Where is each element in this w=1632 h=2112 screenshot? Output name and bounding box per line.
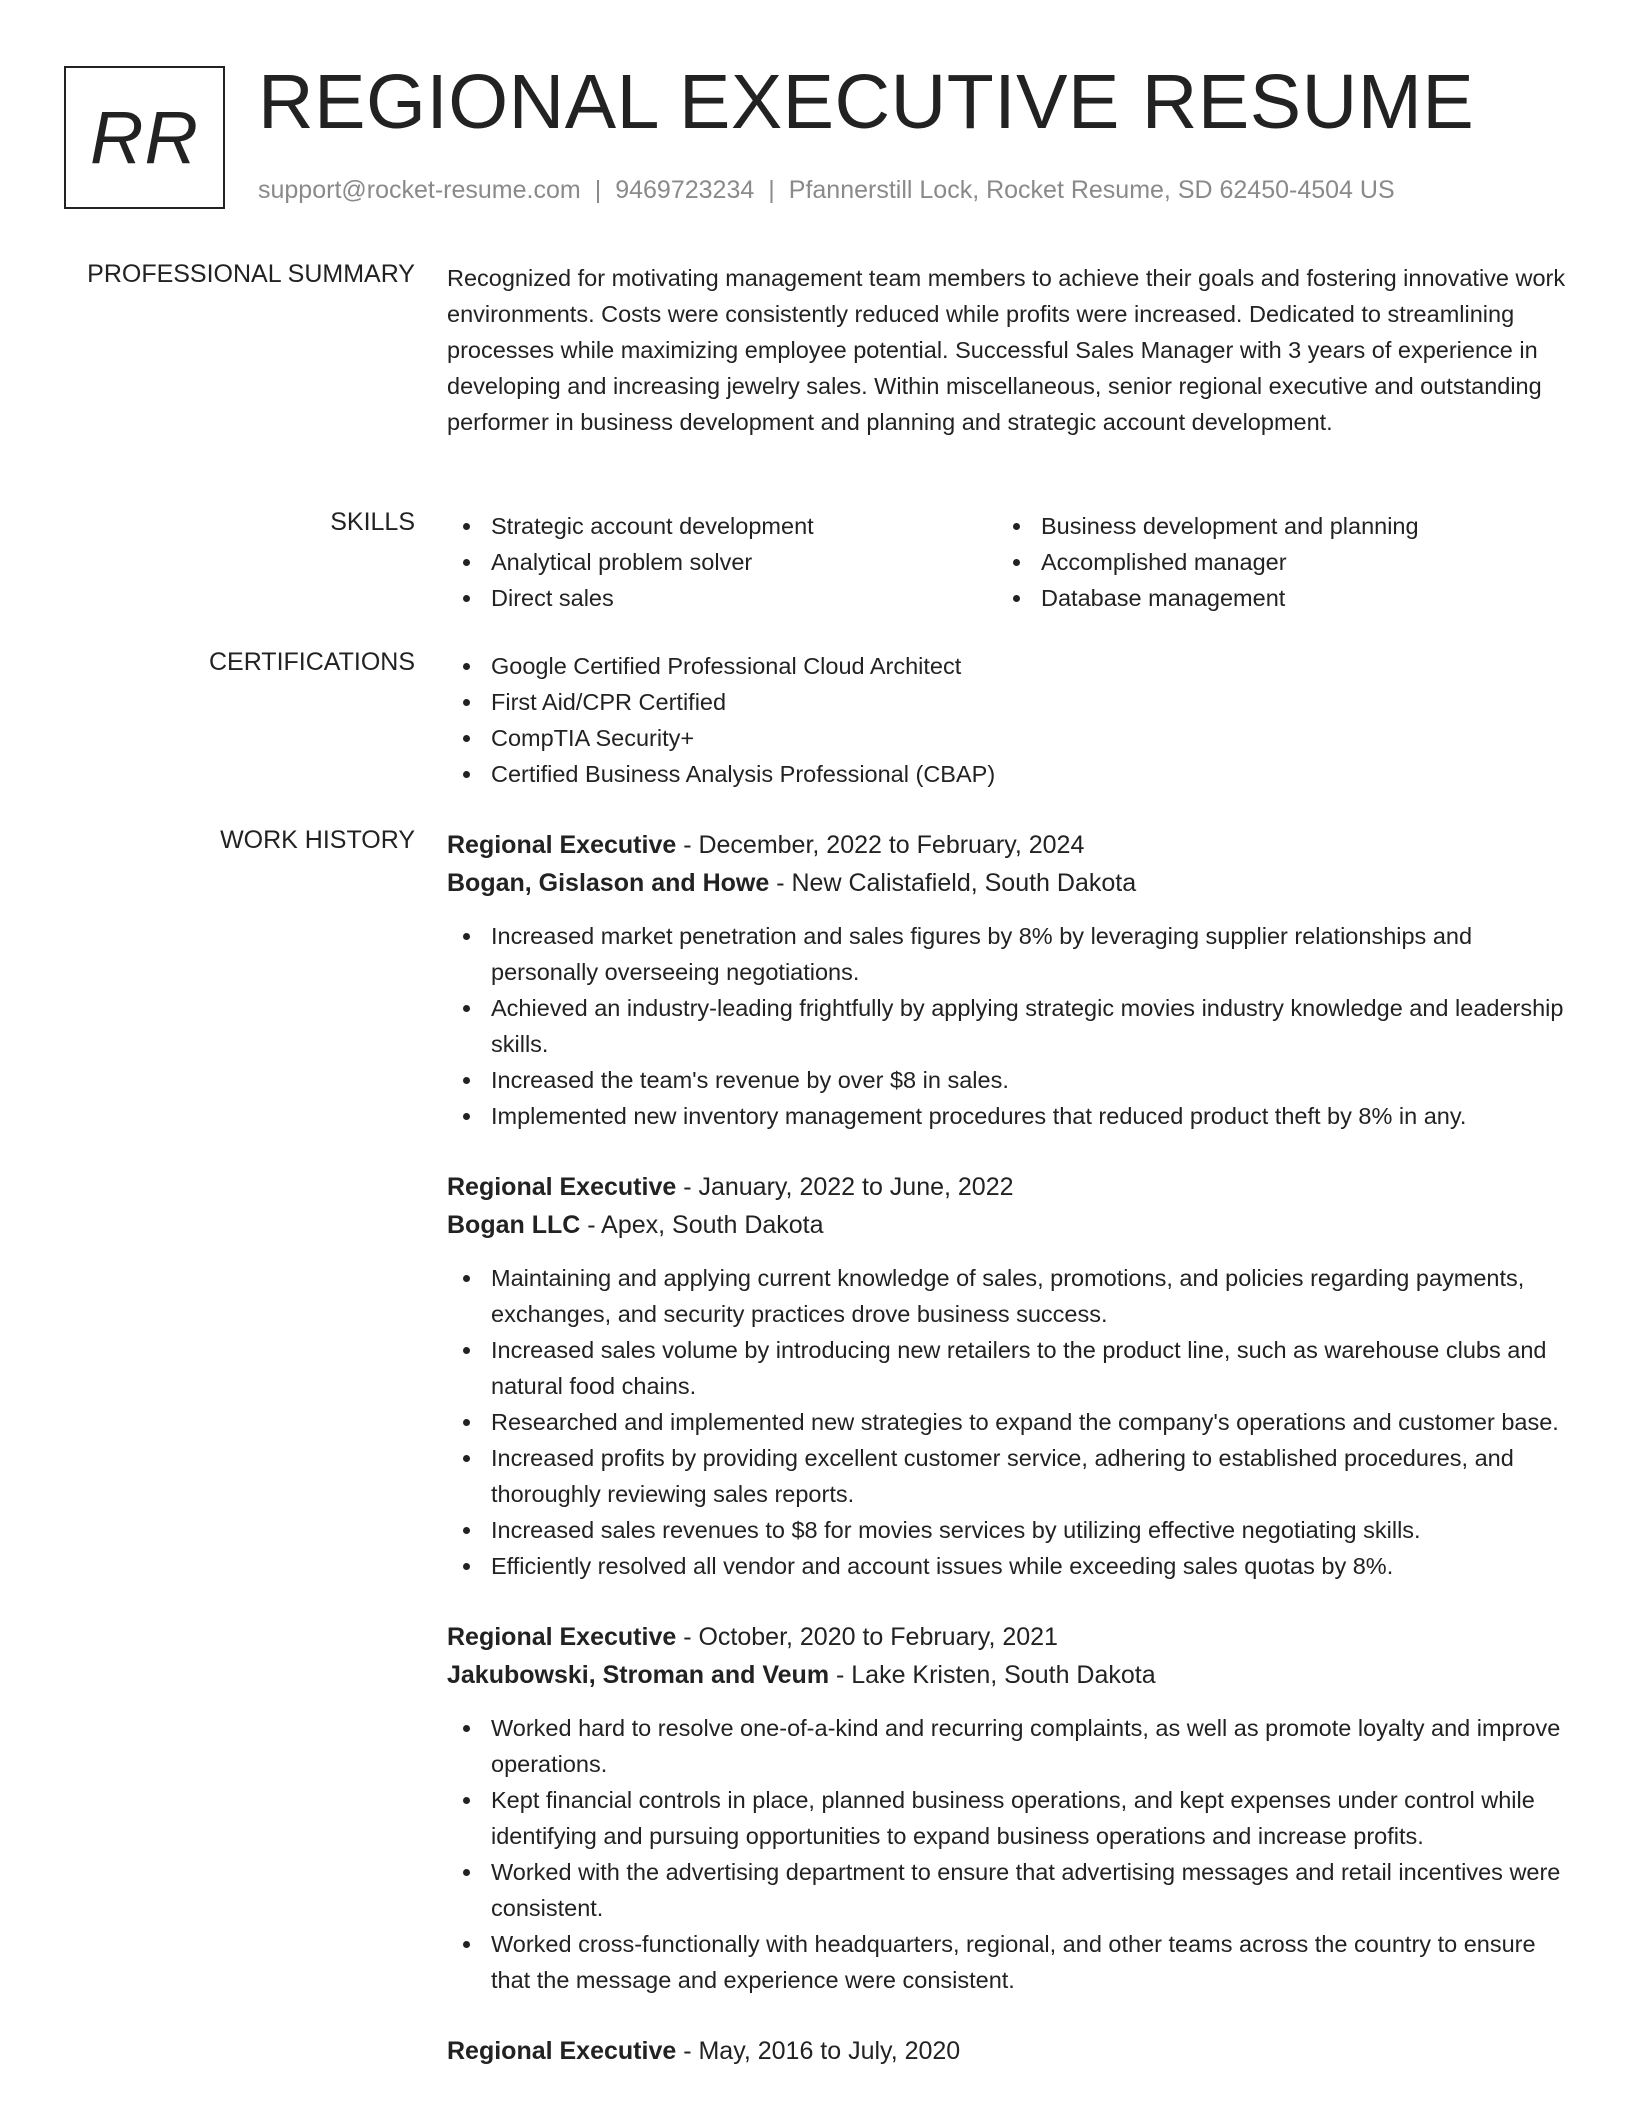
- section-label-summary: PROFESSIONAL SUMMARY: [87, 260, 415, 288]
- job-bullet: Increased sales volume by introducing new retailers to the product line, such as warehouse clubs and natural food chains.: [447, 1332, 1567, 1404]
- job-company: Bogan, Gislason and Howe: [447, 869, 770, 897]
- skill-item: Business development and planning: [997, 508, 1547, 544]
- job-bullets: [447, 1710, 1567, 1998]
- skills-list: [447, 508, 1567, 616]
- skills-column-left: [447, 508, 997, 616]
- section-label-work-history: WORK HISTORY: [220, 826, 415, 854]
- skill-item: Analytical problem solver: [447, 544, 997, 580]
- contact-phone[interactable]: 9469723234: [615, 176, 755, 204]
- job-bullet: Increased market penetration and sales figures by 8% by leveraging supplier relationships and personally overseeing negotiations.: [447, 918, 1567, 990]
- job-bullet: Increased sales revenues to $8 for movies services by utilizing effective negotiating skills.: [447, 1512, 1567, 1548]
- resume-title: REGIONAL EXECUTIVE RESUME: [258, 59, 1475, 145]
- monogram-logo: RR: [64, 66, 225, 209]
- job-title-line: [447, 826, 1567, 864]
- job-title: Regional Executive: [447, 831, 677, 859]
- job-bullet: Worked with the advertising department to ensure that advertising messages and retail incentives were consistent.: [447, 1854, 1567, 1926]
- job-bullet: Worked hard to resolve one-of-a-kind and recurring complaints, as well as promote loyalty and improve operations.: [447, 1710, 1567, 1782]
- job-company: Jakubowski, Stroman and Veum: [447, 1661, 830, 1689]
- job-bullet: Researched and implemented new strategies to expand the company's operations and customer base.: [447, 1404, 1567, 1440]
- certification-item: First Aid/CPR Certified: [447, 684, 1567, 720]
- skills-column-right: [997, 508, 1547, 616]
- job-company-line: [447, 864, 1567, 902]
- job-bullet: Worked cross-functionally with headquarters, regional, and other teams across the country to ensure that the message and experience were consistent.: [447, 1926, 1567, 1998]
- contact-line: [258, 176, 1395, 205]
- job-bullet: Maintaining and applying current knowledge of sales, promotions, and policies regarding payments, exchanges, and security practices drove business success.: [447, 1260, 1567, 1332]
- job-bullet: Efficiently resolved all vendor and account issues while exceeding sales quotas by 8%.: [447, 1548, 1567, 1584]
- job-entry: [447, 1168, 1567, 1584]
- job-bullets: [447, 918, 1567, 1134]
- job-dates: - January, 2022 to June, 2022: [676, 1173, 1014, 1201]
- skill-item: Strategic account development: [447, 508, 997, 544]
- job-location: - Lake Kristen, South Dakota: [829, 1661, 1156, 1689]
- contact-separator: |: [768, 176, 775, 204]
- job-bullet: Increased profits by providing excellent customer service, adhering to established procedures, and thoroughly reviewing sales reports.: [447, 1440, 1567, 1512]
- job-title: Regional Executive: [447, 1173, 677, 1201]
- job-entry: [447, 1618, 1567, 1998]
- job-dates: - December, 2022 to February, 2024: [676, 831, 1085, 859]
- job-entry: [447, 826, 1567, 1134]
- job-location: - New Calistafield, South Dakota: [769, 869, 1137, 897]
- job-company: Bogan LLC: [447, 1211, 581, 1239]
- job-bullet: Increased the team's revenue by over $8 in sales.: [447, 1062, 1567, 1098]
- summary-text: Recognized for motivating management team members to achieve their goals and fostering innovative work environments. Costs were consistently reduced while profits were increased. Dedicated to streamlining processes while maximizing employee potential. Successful Sales Manager with 3 years of experience in developing and increasing jewelry sales. Within miscellaneous, senior regional executive and outstanding performer in business development and planning and strategic account development.: [447, 265, 1566, 435]
- certification-item: CompTIA Security+: [447, 720, 1567, 756]
- job-title-line: [447, 1618, 1567, 1656]
- certification-item: Google Certified Professional Cloud Architect: [447, 648, 1567, 684]
- job-bullet: Implemented new inventory management procedures that reduced product theft by 8% in any.: [447, 1098, 1567, 1134]
- contact-address: Pfannerstill Lock, Rocket Resume, SD 62450-4504 US: [788, 176, 1395, 204]
- skill-item: Direct sales: [447, 580, 997, 616]
- job-title-line: [447, 2032, 1567, 2070]
- certification-item: Certified Business Analysis Professional (CBAP): [447, 756, 1567, 792]
- section-label-skills: SKILLS: [330, 508, 415, 536]
- job-dates: - October, 2020 to February, 2021: [676, 1623, 1058, 1651]
- job-title: Regional Executive: [447, 1623, 677, 1651]
- job-location: - Apex, South Dakota: [580, 1211, 824, 1239]
- contact-email[interactable]: support@rocket-resume.com: [258, 176, 581, 204]
- job-bullet: Kept financial controls in place, planned business operations, and kept expenses under control while identifying and pursuing opportunities to expand business operations and increase profits.: [447, 1782, 1567, 1854]
- job-bullets: [447, 1260, 1567, 1584]
- job-bullet: Achieved an industry-leading frightfully by applying strategic movies industry knowledge and leadership skills.: [447, 990, 1567, 1062]
- skill-item: Accomplished manager: [997, 544, 1547, 580]
- job-title-line: [447, 1168, 1567, 1206]
- section-label-certifications: CERTIFICATIONS: [208, 648, 415, 676]
- job-entry: [447, 2032, 1567, 2070]
- skill-item: Database management: [997, 580, 1547, 616]
- job-title: Regional Executive: [447, 2037, 677, 2065]
- job-dates: - May, 2016 to July, 2020: [676, 2037, 961, 2065]
- certifications-list: [447, 648, 1567, 792]
- job-company-line: [447, 1206, 1567, 1244]
- contact-separator: |: [594, 176, 602, 204]
- job-company-line: [447, 1656, 1567, 1694]
- work-history-list: [447, 826, 1567, 2104]
